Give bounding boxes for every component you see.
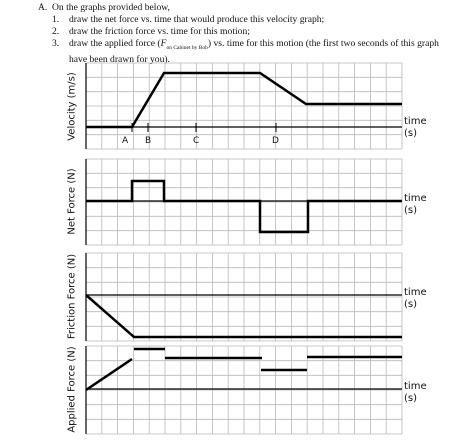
net-force-time-label: time [404, 193, 427, 204]
friction-force-grid [86, 253, 402, 341]
marker-a: A [122, 136, 129, 146]
item-text-post: ) vs. time for this motion (the first two seconds of this graph [207, 38, 439, 49]
instructions-continuation: have been drawn for you). [69, 53, 170, 65]
friction-force-ylabel: Friction Force (N) [66, 253, 78, 340]
velocity-time-label: time [404, 116, 427, 127]
force-subscript: on Cabinet by Bob [166, 44, 208, 51]
applied-force-ylabel: Applied Force (N) [66, 346, 78, 433]
net-force-ylabel: Net Force (N) [66, 168, 78, 235]
item-number: 2. [52, 26, 60, 37]
instructions-intro: On the graphs provided below, [52, 2, 170, 13]
item-text-pre: draw the applied force ( [69, 38, 161, 49]
item-text: draw the friction force vs. time for this motion; [69, 26, 250, 37]
item-text: draw the net force vs. time that would produce this velocity graph; [69, 14, 325, 25]
applied-time-unit: (s) [404, 393, 418, 404]
marker-b: B [145, 136, 152, 146]
force-symbol: F [160, 38, 167, 49]
velocity-ylabel: Velocity (m/s) [66, 72, 78, 141]
velocity-time-unit: (s) [404, 128, 418, 139]
item-number: 3. [52, 38, 60, 49]
applied-time-label: time [404, 381, 427, 392]
velocity-grid [86, 63, 402, 149]
friction-time-unit: (s) [404, 299, 418, 310]
friction-time-label: time [404, 287, 427, 298]
graph-grids [86, 63, 402, 434]
part-letter: A. [38, 2, 48, 13]
applied-ramp [86, 359, 132, 390]
net-force-time-unit: (s) [404, 205, 418, 216]
item-number: 1. [52, 14, 60, 25]
marker-c: C [193, 136, 200, 146]
marker-d: D [272, 136, 279, 146]
